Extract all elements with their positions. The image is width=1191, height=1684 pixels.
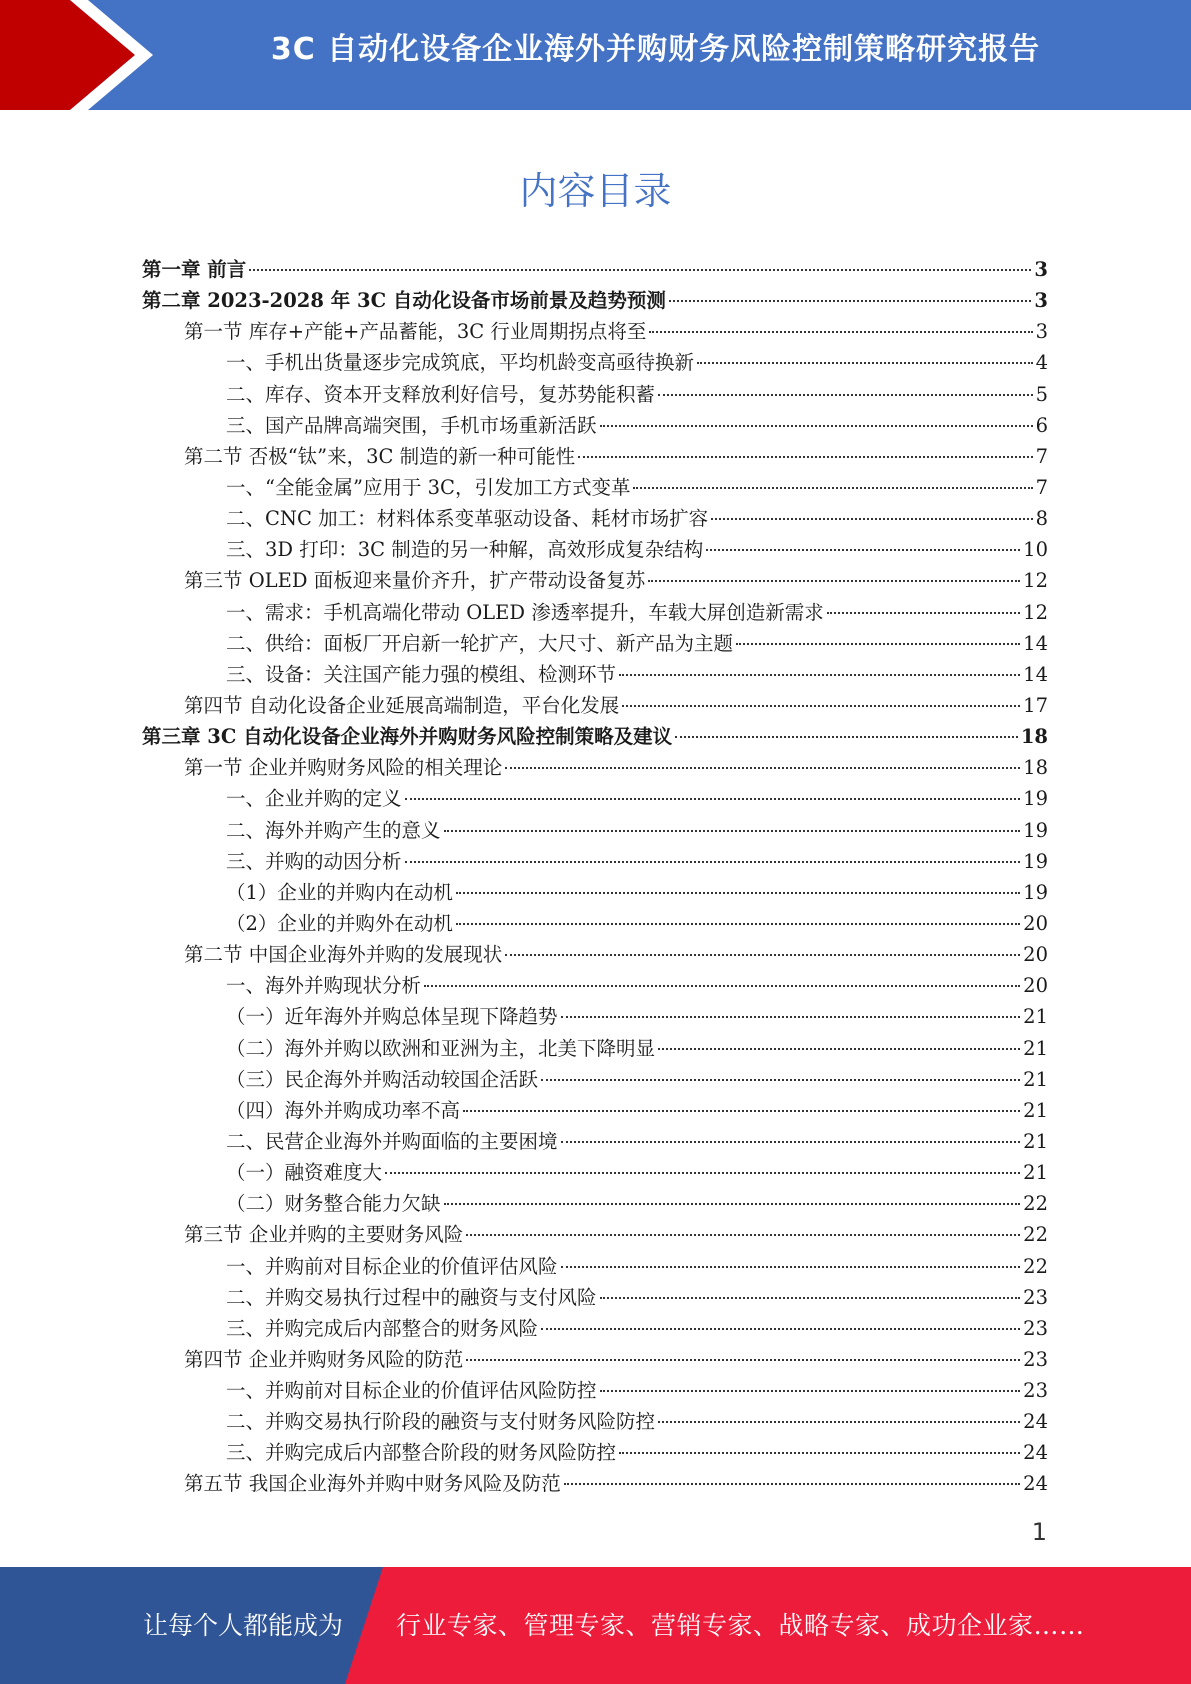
toc-entry-page: 7 [1035, 475, 1048, 499]
toc-entry-title: 第二节 中国企业海外并购的发展现状 [184, 943, 503, 967]
toc-entry[interactable] [142, 690, 1048, 721]
toc-entry-title: （2）企业的并购外在动机 [226, 911, 453, 935]
toc-entry-title: 第一节 库存+产能+产品蓄能，3C 行业周期拐点将至 [184, 320, 647, 344]
dot-leader [600, 1297, 1021, 1299]
toc-entry-page: 21 [1023, 1129, 1048, 1153]
dot-leader [385, 1172, 1020, 1174]
toc-entry-page: 19 [1023, 787, 1048, 811]
dot-leader [600, 1390, 1021, 1392]
footer-slogan-left: 让每个人都能成为 [143, 1611, 344, 1640]
toc-entry[interactable] [142, 846, 1048, 877]
dot-leader [541, 1079, 1020, 1081]
report-title: 3C 自动化设备企业海外并购财务风险控制策略研究报告 [270, 32, 1041, 67]
dot-leader [424, 985, 1020, 987]
toc-entry[interactable] [142, 347, 1048, 378]
toc-entry[interactable] [142, 1157, 1048, 1188]
toc-entry[interactable] [142, 1344, 1048, 1375]
toc-entry-title: 第二章 2023-2028 年 3C 自动化设备市场前景及趋势预测 [142, 289, 666, 313]
toc-entry-page: 23 [1023, 1285, 1048, 1309]
toc-entry-page: 22 [1023, 1254, 1048, 1278]
toc-entry[interactable] [142, 877, 1048, 908]
toc-entry-page: 24 [1023, 1410, 1048, 1434]
toc-entry-page: 3 [1035, 320, 1048, 344]
toc-entry-page: 23 [1023, 1347, 1048, 1371]
dot-leader [675, 736, 1018, 738]
toc-entry[interactable] [142, 1064, 1048, 1095]
dot-leader [456, 923, 1020, 925]
toc-entry-title: 三、设备：关注国产能力强的模组、检测环节 [226, 662, 617, 686]
dot-leader [444, 830, 1021, 832]
toc-entry-page: 22 [1023, 1192, 1048, 1216]
toc-entry[interactable] [142, 441, 1048, 472]
toc-entry-page: 21 [1023, 1067, 1048, 1091]
toc-entry[interactable] [142, 1001, 1048, 1032]
toc-entry-title: 一、手机出货量逐步完成筑底，平均机龄变高亟待换新 [226, 351, 695, 375]
table-of-contents [142, 254, 1048, 1500]
toc-entry-page: 5 [1035, 382, 1048, 406]
toc-entry-page: 3 [1034, 258, 1048, 281]
toc-heading: 内容目录 [519, 169, 672, 213]
toc-entry-title: 二、供给：面板厂开启新一轮扩产，大尺寸、新产品为主题 [226, 631, 734, 655]
dot-leader [561, 1266, 1021, 1268]
toc-entry-title: 三、并购的动因分析 [226, 849, 402, 873]
toc-entry-title: 三、并购完成后内部整合的财务风险 [226, 1316, 539, 1340]
toc-entry[interactable] [142, 1406, 1048, 1437]
dot-leader [564, 1483, 1020, 1485]
toc-entry-title: 第三节 企业并购的主要财务风险 [184, 1223, 464, 1247]
toc-entry-title: 第一章 前言 [142, 258, 247, 281]
dot-leader [669, 300, 1032, 302]
toc-entry[interactable] [142, 1219, 1048, 1250]
dot-leader [649, 331, 1032, 333]
toc-entry-page: 19 [1023, 880, 1048, 904]
dot-leader [541, 1328, 1020, 1330]
toc-entry-title: 一、需求：手机高端化带动 OLED 渗透率提升，车载大屏创造新需求 [226, 600, 824, 624]
footer-banner [0, 1567, 1191, 1684]
dot-leader [578, 456, 1032, 458]
toc-entry[interactable] [142, 1126, 1048, 1157]
toc-entry-title: 一、海外并购现状分析 [226, 974, 422, 998]
toc-entry[interactable] [142, 815, 1048, 846]
toc-entry[interactable] [142, 1375, 1048, 1406]
toc-entry[interactable] [142, 285, 1048, 316]
toc-entry-title: 第四节 企业并购财务风险的防范 [184, 1347, 464, 1371]
dot-leader [505, 954, 1020, 956]
toc-entry-page: 3 [1034, 289, 1048, 313]
toc-entry-title: （一）近年海外并购总体呈现下降趋势 [226, 1005, 558, 1029]
toc-entry-title: 第四节 自动化设备企业延展高端制造，平台化发展 [184, 693, 620, 717]
toc-entry-title: 三、3D 打印：3C 制造的另一种解，高效形成复杂结构 [226, 538, 704, 562]
toc-entry-page: 24 [1023, 1441, 1048, 1465]
toc-entry-page: 8 [1035, 507, 1048, 531]
toc-entry[interactable] [142, 908, 1048, 939]
dot-leader [405, 798, 1021, 800]
toc-entry-page: 18 [1020, 725, 1048, 749]
toc-entry[interactable] [142, 534, 1048, 565]
toc-entry[interactable] [142, 783, 1048, 814]
toc-entry-title: （1）企业的并购内在动机 [226, 880, 453, 904]
toc-entry-title: 第一节 企业并购财务风险的相关理论 [184, 756, 503, 780]
toc-entry[interactable] [142, 939, 1048, 970]
toc-entry-page: 20 [1023, 911, 1048, 935]
toc-entry[interactable] [142, 1095, 1048, 1126]
dot-leader [622, 705, 1020, 707]
dot-leader [466, 1234, 1020, 1236]
toc-entry[interactable] [142, 503, 1048, 534]
toc-entry[interactable] [142, 1251, 1048, 1282]
page-number: 1 [1031, 1518, 1047, 1546]
toc-entry[interactable] [142, 721, 1048, 752]
toc-entry-title: 二、民营企业海外并购面临的主要困境 [226, 1129, 558, 1153]
toc-entry-page: 14 [1023, 662, 1048, 686]
toc-entry-title: 二、库存、资本开支释放利好信号，复苏势能积蓄 [226, 382, 656, 406]
toc-entry-page: 21 [1023, 1036, 1048, 1060]
toc-entry-title: （一）融资难度大 [226, 1161, 383, 1185]
toc-entry-page: 14 [1023, 631, 1048, 655]
toc-entry-title: 第三节 OLED 面板迎来量价齐升，扩产带动设备复苏 [184, 569, 646, 593]
toc-entry-title: 三、并购完成后内部整合阶段的财务风险防控 [226, 1441, 617, 1465]
toc-entry-page: 12 [1023, 569, 1048, 593]
toc-entry-page: 22 [1023, 1223, 1048, 1247]
header-bar [0, 0, 1191, 110]
toc-entry[interactable] [142, 597, 1048, 628]
dot-leader [505, 767, 1020, 769]
toc-entry-title: 二、并购交易执行阶段的融资与支付财务风险防控 [226, 1410, 656, 1434]
toc-entry-title: （三）民企海外并购活动较国企活跃 [226, 1067, 539, 1091]
toc-entry-page: 24 [1023, 1472, 1048, 1496]
footer-slogan-right: 行业专家、管理专家、营销专家、战略专家、成功企业家…… [396, 1611, 1085, 1640]
toc-entry-title: 二、海外并购产生的意义 [226, 818, 441, 842]
toc-entry[interactable] [142, 1033, 1048, 1064]
toc-entry[interactable] [142, 316, 1048, 347]
dot-leader [827, 612, 1020, 614]
dot-leader [561, 1141, 1021, 1143]
toc-entry-title: 一、并购前对目标企业的价值评估风险 [226, 1254, 558, 1278]
dot-leader [658, 1421, 1020, 1423]
dot-leader [463, 1110, 1020, 1112]
toc-entry[interactable] [142, 628, 1048, 659]
toc-entry[interactable] [142, 659, 1048, 690]
toc-entry-title: 第五节 我国企业海外并购中财务风险及防范 [184, 1472, 561, 1496]
toc-entry-page: 7 [1035, 444, 1048, 468]
toc-entry-page: 21 [1023, 1161, 1048, 1185]
toc-entry-page: 17 [1023, 693, 1048, 717]
dot-leader [658, 394, 1033, 396]
toc-entry-title: 一、企业并购的定义 [226, 787, 402, 811]
dot-leader [697, 362, 1033, 364]
toc-entry-page: 19 [1023, 849, 1048, 873]
dot-leader [456, 892, 1020, 894]
toc-entry-title: （二）财务整合能力欠缺 [226, 1192, 441, 1216]
toc-entry-page: 10 [1023, 538, 1048, 562]
toc-entry-page: 23 [1023, 1379, 1048, 1403]
toc-entry-page: 4 [1035, 351, 1048, 375]
toc-entry-title: （二）海外并购以欧洲和亚洲为主，北美下降明显 [226, 1036, 656, 1060]
toc-entry[interactable] [142, 1188, 1048, 1219]
dot-leader [658, 1048, 1020, 1050]
toc-entry-page: 21 [1023, 1098, 1048, 1122]
toc-entry-title: 二、并购交易执行过程中的融资与支付风险 [226, 1285, 597, 1309]
toc-entry[interactable] [142, 1313, 1048, 1344]
dot-leader [619, 1452, 1020, 1454]
toc-entry[interactable] [142, 752, 1048, 783]
toc-entry-page: 6 [1035, 413, 1048, 437]
dot-leader [405, 861, 1021, 863]
toc-entry-title: （四）海外并购成功率不高 [226, 1098, 461, 1122]
dot-leader [619, 674, 1020, 676]
toc-entry[interactable] [142, 472, 1048, 503]
dot-leader [706, 549, 1020, 551]
toc-entry-page: 20 [1023, 943, 1048, 967]
toc-entry[interactable] [142, 379, 1048, 410]
toc-entry-page: 23 [1023, 1316, 1048, 1340]
toc-entry-title: 第三章 3C 自动化设备企业海外并购财务风险控制策略及建议 [142, 725, 673, 749]
dot-leader [561, 1016, 1021, 1018]
toc-entry[interactable] [142, 254, 1048, 285]
toc-entry-page: 21 [1023, 1005, 1048, 1029]
toc-entry-page: 18 [1023, 756, 1048, 780]
toc-entry-title: 一、“全能金属”应用于 3C，引发加工方式变革 [226, 475, 631, 499]
dot-leader [711, 518, 1032, 520]
dot-leader [600, 425, 1033, 427]
toc-entry[interactable] [142, 565, 1048, 596]
dot-leader [648, 580, 1020, 582]
dot-leader [736, 643, 1020, 645]
dot-leader [466, 1359, 1020, 1361]
toc-entry[interactable] [142, 1437, 1048, 1468]
toc-entry[interactable] [142, 970, 1048, 1001]
toc-entry[interactable] [142, 1468, 1048, 1499]
toc-entry-page: 19 [1023, 818, 1048, 842]
dot-leader [633, 487, 1032, 489]
toc-entry[interactable] [142, 410, 1048, 441]
toc-entry-title: 二、CNC 加工：材料体系变革驱动设备、耗材市场扩容 [226, 507, 709, 531]
toc-entry-page: 12 [1023, 600, 1048, 624]
toc-entry-title: 第二节 否极“钛”来，3C 制造的新一种可能性 [184, 444, 576, 468]
dot-leader [444, 1203, 1021, 1205]
toc-entry-page: 20 [1023, 974, 1048, 998]
toc-entry-title: 一、并购前对目标企业的价值评估风险防控 [226, 1379, 597, 1403]
toc-entry[interactable] [142, 1282, 1048, 1313]
dot-leader [249, 269, 1031, 271]
toc-entry-title: 三、国产品牌高端突围，手机市场重新活跃 [226, 413, 597, 437]
